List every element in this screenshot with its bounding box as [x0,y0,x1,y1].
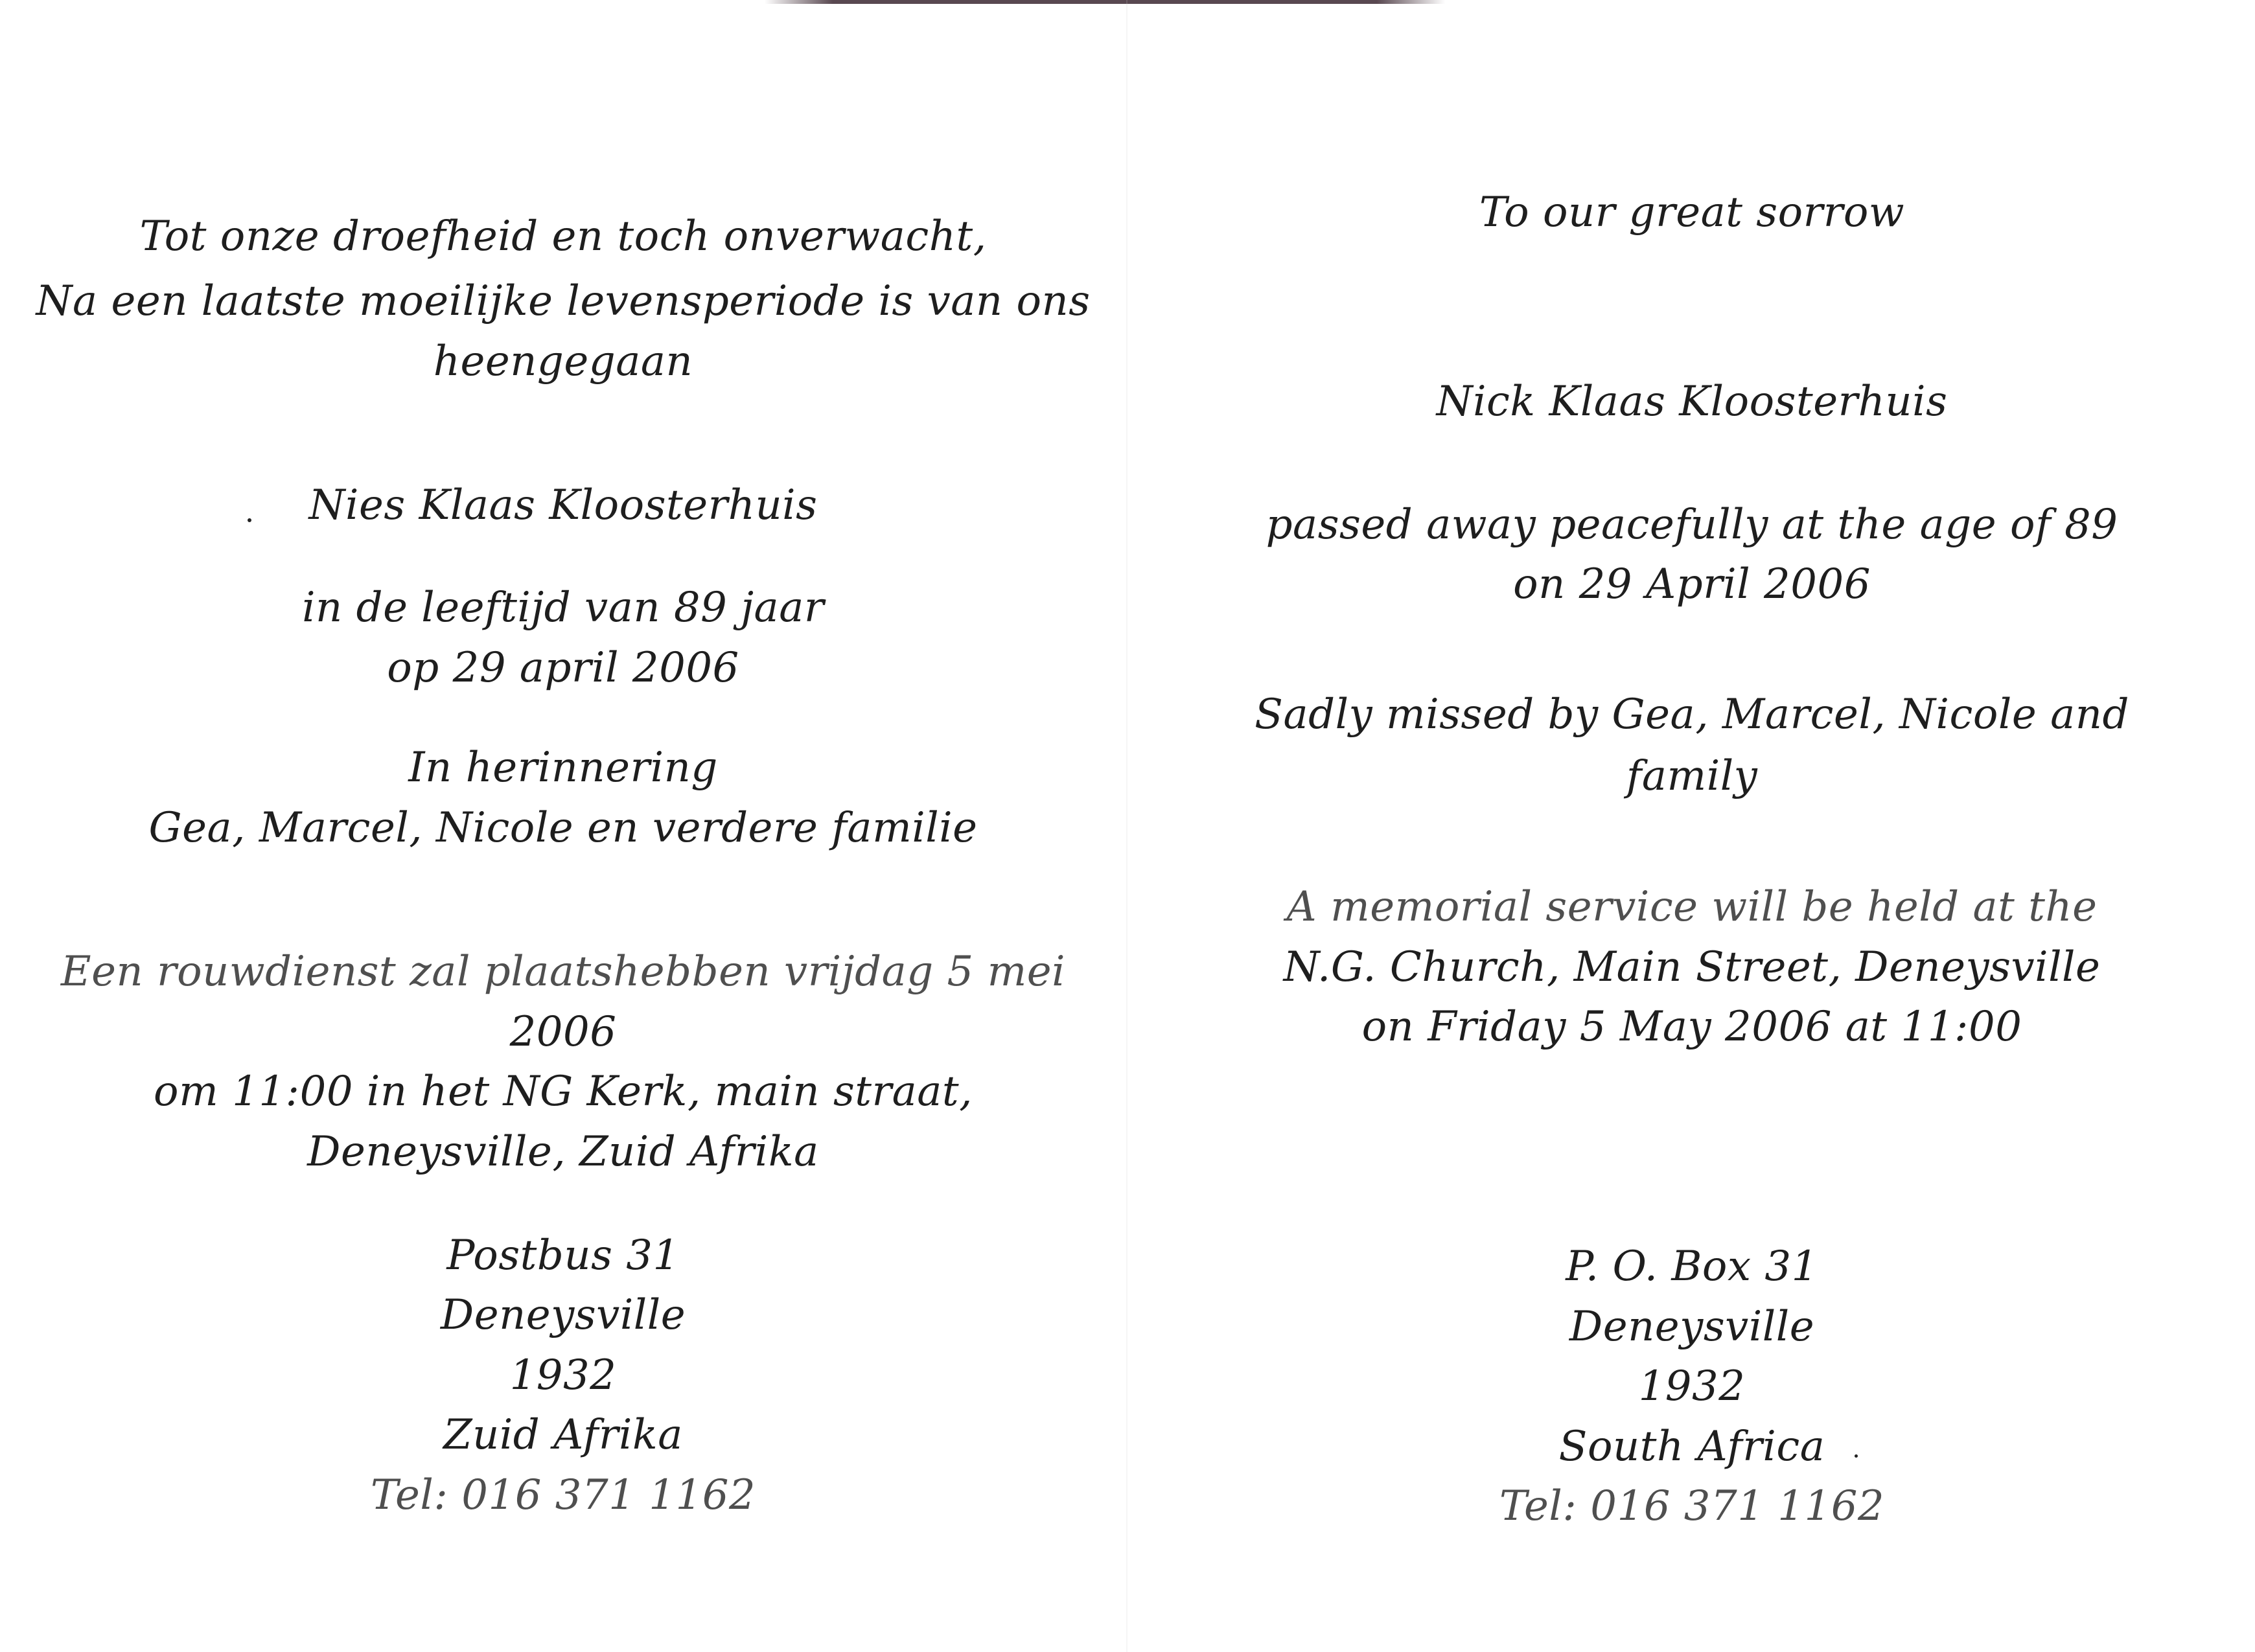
english-missed-line-2: family [1626,752,1758,800]
dutch-intro-line-1: Tot onze droefheid en toch onverwacht, [139,212,987,260]
dutch-service-line-3: om 11:00 in het NG Kerk, main straat, [154,1068,973,1116]
dutch-deceased-name: Nies Klaas Kloosterhuis [308,481,818,529]
english-service-line-2: N.G. Church, Main Street, Deneysville [1283,943,2101,991]
dutch-intro-line-3: heengegaan [433,338,693,385]
dutch-panel [0,0,1126,1652]
dutch-intro-line-2: Na een laatste moeilijke levensperiode is van ons [36,277,1091,325]
dutch-service-line-2: 2006 [509,1008,617,1056]
english-service-line-1: A memorial service will be held at the [1286,883,2098,931]
dutch-address-postbus: Postbus 31 [446,1232,680,1279]
dutch-address-town: Deneysville [440,1291,686,1339]
dutch-service-line-4: Deneysville, Zuid Afrika [307,1128,819,1176]
dutch-address-country: Zuid Afrika [443,1411,683,1459]
english-address-phone: Tel: 016 371 1162 [1499,1482,1885,1530]
dutch-service-line-1: Een rouwdienst zal plaatshebben vrijdag 5 mei [60,948,1066,996]
dutch-age-line: in de leeftijd van 89 jaar [302,584,824,632]
dutch-date-line: op 29 april 2006 [387,644,739,692]
english-passed-line: passed away peacefully at the age of 89 [1266,501,2118,549]
dutch-memory-heading: In herinnering [408,744,718,792]
english-deceased-name: Nick Klaas Kloosterhuis [1436,378,1948,426]
english-date-line: on 29 April 2006 [1513,560,1871,608]
dutch-address-postcode: 1932 [509,1351,617,1399]
dutch-family-line: Gea, Marcel, Nicole en verdere familie [148,804,978,852]
english-panel [1129,0,2255,1652]
dutch-address-phone: Tel: 016 371 1162 [370,1471,756,1519]
ink-speck [1855,1454,1858,1458]
english-intro: To our great sorrow [1479,189,1905,236]
english-address-country: South Africa [1558,1423,1825,1471]
english-address-pobox: P. O. Box 31 [1566,1243,1818,1291]
card-fold-line [1126,0,1128,1652]
english-service-line-3: on Friday 5 May 2006 at 11:00 [1361,1003,2022,1051]
english-address-postcode: 1932 [1638,1362,1746,1410]
english-address-town: Deneysville [1569,1303,1815,1351]
english-missed-line-1: Sadly missed by Gea, Marcel, Nicole and [1255,691,2129,739]
